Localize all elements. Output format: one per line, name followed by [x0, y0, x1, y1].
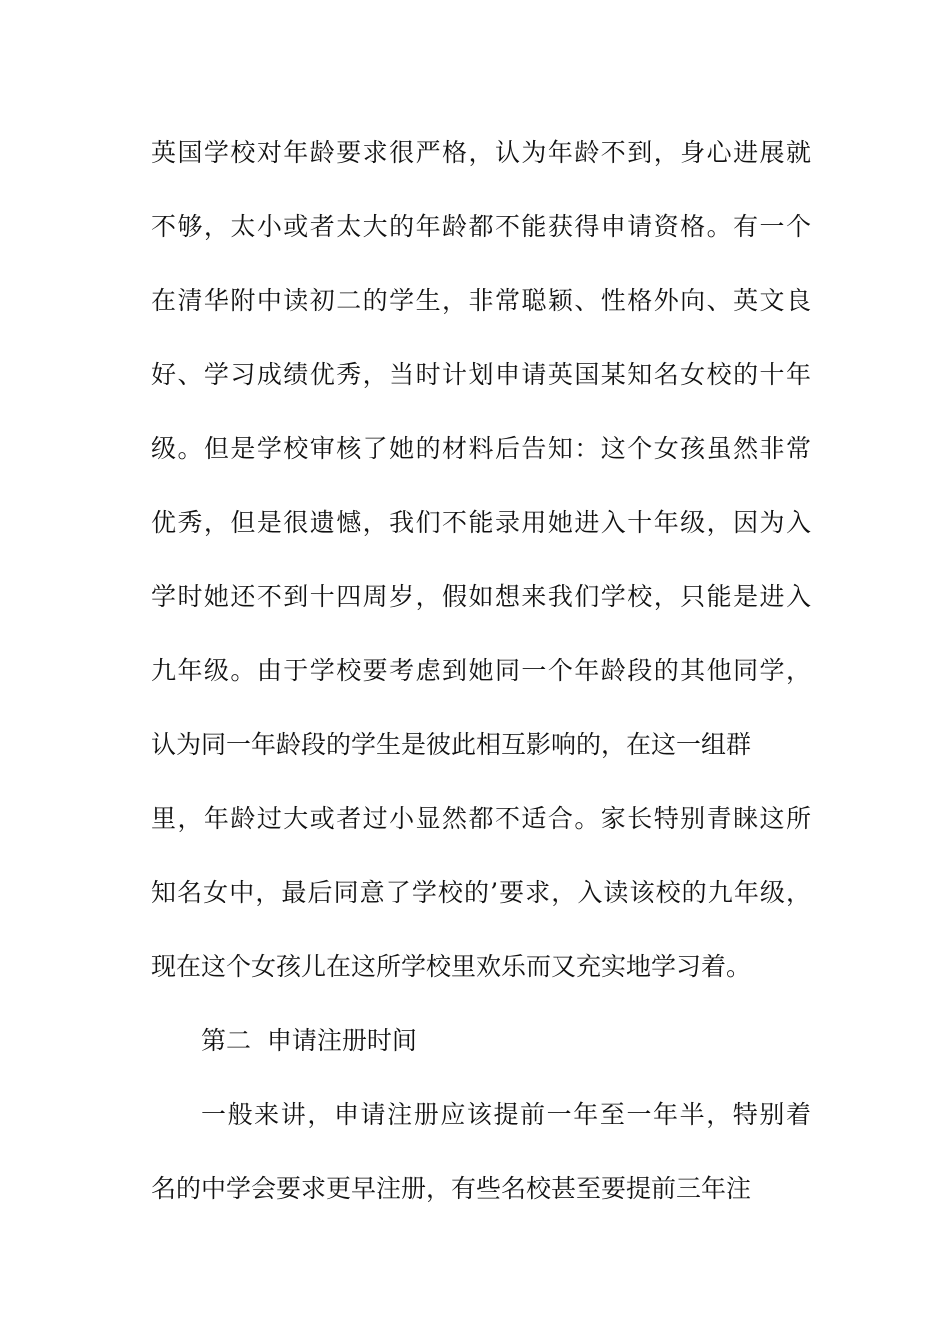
paragraph-line: 学时她还不到十四周岁，假如想来我们学校，只能是进入	[151, 582, 811, 611]
paragraph-line: 认为同一年龄段的学生是彼此相互影响的，在这一组群	[151, 730, 752, 759]
paragraph-line: 优秀，但是很遗憾，我们不能录用她进入十年级，因为入	[151, 508, 811, 537]
paragraph-line: 知名女中，最后同意了学校的’要求，入读该校的九年级，	[151, 878, 811, 907]
paragraph-line: 一般来讲，申请注册应该提前一年至一年半，特别着	[201, 1100, 811, 1129]
paragraph-line: 级。但是学校审核了她的材料后告知：这个女孩虽然非常	[151, 434, 811, 463]
section-heading: 第二 申请注册时间	[201, 1026, 417, 1055]
paragraph-line: 好、学习成绩优秀，当时计划申请英国某知名女校的十年	[151, 360, 811, 389]
paragraph-line: 英国学校对年龄要求很严格，认为年龄不到，身心进展就	[151, 138, 811, 167]
paragraph-line: 现在这个女孩儿在这所学校里欢乐而又充实地学习着。	[151, 952, 752, 981]
paragraph-line: 九年级。由于学校要考虑到她同一个年龄段的其他同学，	[151, 656, 811, 685]
paragraph-line: 不够，太小或者太大的年龄都不能获得申请资格。有一个	[151, 212, 811, 241]
paragraph-line: 名的中学会要求更早注册，有些名校甚至要提前三年注	[151, 1174, 752, 1203]
paragraph-line: 里，年龄过大或者过小显然都不适合。家长特别青睐这所	[151, 804, 811, 833]
paragraph-line: 在清华附中读初二的学生，非常聪颖、性格外向、英文良	[151, 286, 811, 315]
